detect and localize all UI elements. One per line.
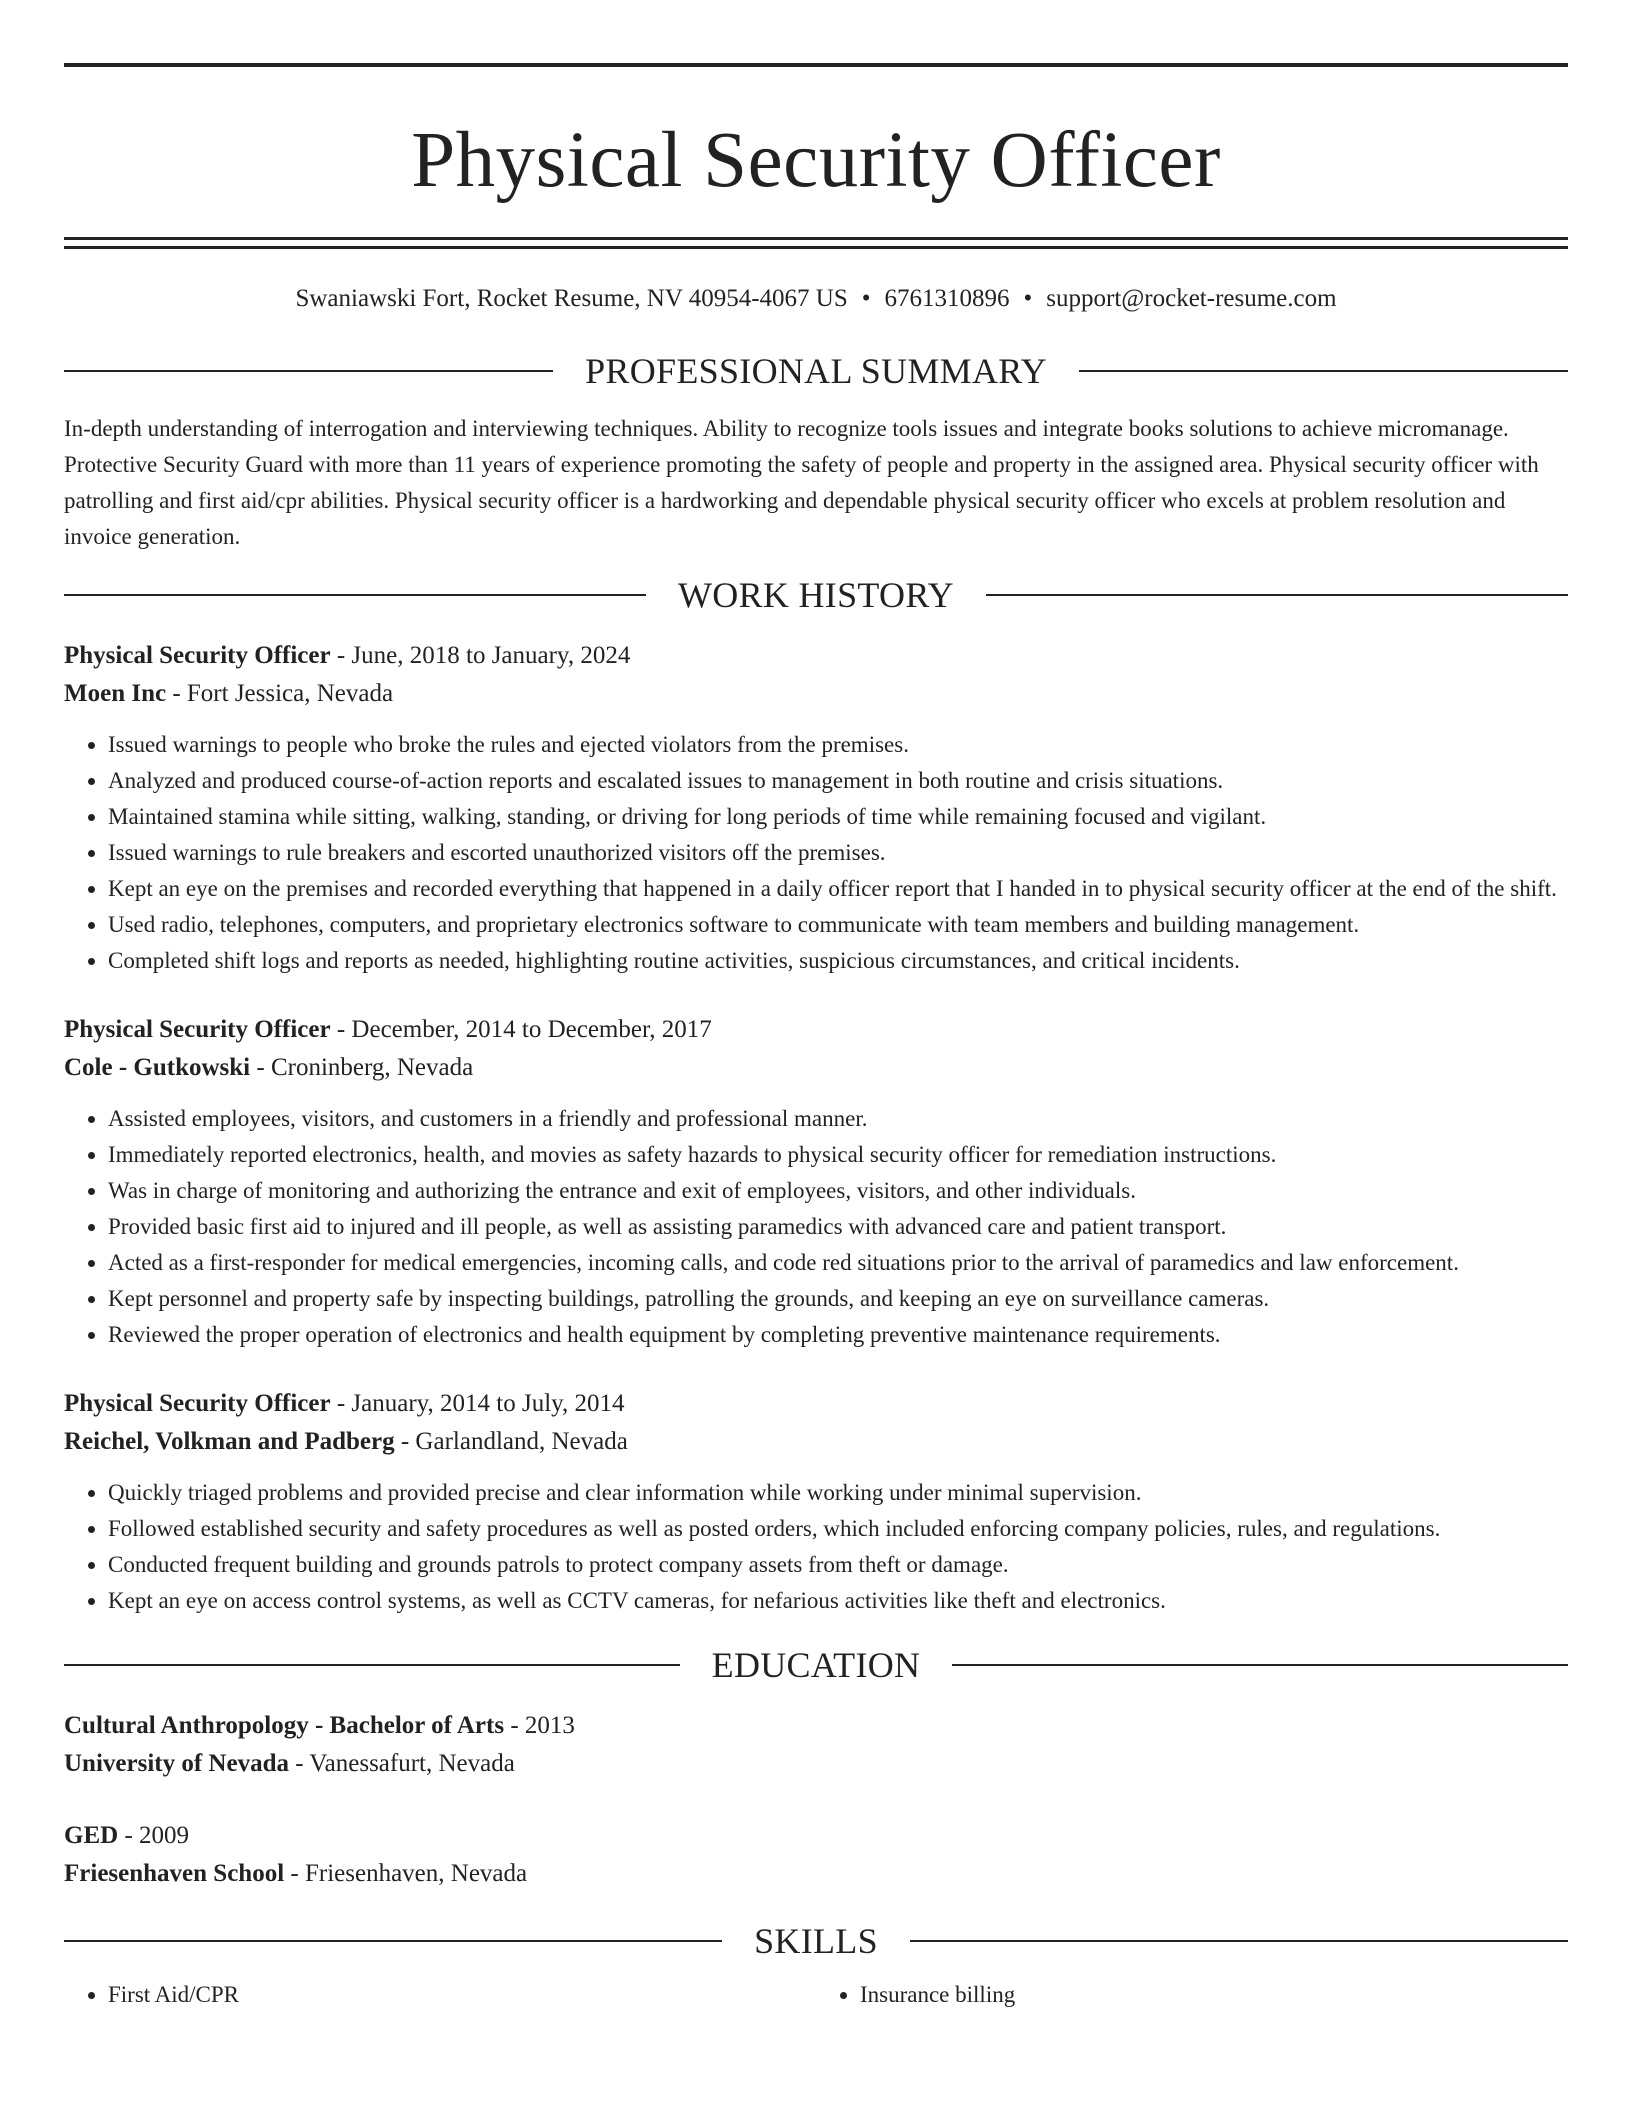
education-entry <box>64 1817 1568 1893</box>
education-school: Friesenhaven School <box>64 1860 285 1887</box>
job-bullet-item: • Provided basic first aid to injured and ill people, as well as assisting paramedics with advanced care and patient transport. <box>108 1209 1568 1245</box>
job-company-line <box>64 675 1568 713</box>
job-dates: - December, 2014 to December, 2017 <box>330 1016 712 1043</box>
education-school-line <box>64 1745 1568 1783</box>
job-title-line <box>64 1011 1568 1049</box>
job-bullet-item: • Issued warnings to people who broke the rules and ejected violators from the premises. <box>108 727 1568 763</box>
education-year: - 2013 <box>504 1712 575 1739</box>
education-list <box>64 1707 1568 1893</box>
job-entry <box>64 1385 1568 1619</box>
name-double-divider <box>64 237 1568 249</box>
education-year: - 2009 <box>118 1822 190 1849</box>
section-title: EDUCATION <box>711 1645 921 1685</box>
job-entry <box>64 1011 1568 1353</box>
section-header-work <box>64 573 1568 617</box>
section-rule <box>910 1940 1568 1942</box>
section-rule <box>64 1940 722 1942</box>
section-title: SKILLS <box>754 1921 878 1961</box>
job-bullets <box>64 1101 1568 1353</box>
job-bullet-item: • Conducted frequent building and grounds patrols to protect company assets from theft or damage. <box>108 1547 1568 1583</box>
job-dates: - June, 2018 to January, 2024 <box>330 642 631 669</box>
job-bullet-item: • Kept an eye on access control systems, as well as CCTV cameras, for nefarious activities like theft and electronics. <box>108 1583 1568 1619</box>
resume-page <box>64 0 1568 2013</box>
skills-column-right <box>816 1977 1568 2013</box>
section-rule <box>64 1664 680 1666</box>
job-title: Physical Security Officer <box>64 1016 331 1043</box>
job-bullet-item: • Maintained stamina while sitting, walking, standing, or driving for long periods of time while remaining focused and vigilant. <box>108 799 1568 835</box>
job-bullets <box>64 1475 1568 1619</box>
job-company: Moen Inc <box>64 680 167 707</box>
job-bullet-item: • Immediately reported electronics, health, and movies as safety hazards to physical security officer for remediation instructions. <box>108 1137 1568 1173</box>
contact-line <box>64 283 1568 315</box>
job-bullets <box>64 727 1568 979</box>
section-header-summary <box>64 349 1568 393</box>
job-title-line <box>64 1385 1568 1423</box>
job-bullet-item: • Reviewed the proper operation of electronics and health equipment by completing preventive maintenance requirements. <box>108 1317 1568 1353</box>
job-company-line <box>64 1423 1568 1461</box>
contact-email[interactable]: support@rocket-resume.com <box>1046 285 1337 312</box>
contact-phone: 6761310896 <box>884 285 1010 312</box>
section-rule <box>952 1664 1568 1666</box>
education-location: - Vanessafurt, Nevada <box>288 1750 515 1777</box>
job-dates: - January, 2014 to July, 2014 <box>330 1390 625 1417</box>
skills-column-left <box>64 1977 816 2013</box>
skills-grid <box>64 1977 1568 2013</box>
summary-text: In-depth understanding of interrogation and interviewing techniques. Ability to recognize tools issues and integrate books solutions to achieve micromanage. Protective Security Guard with more than 11 years of experience promoting the safety of people and property in the assigned area. Physical security officer with patrolling and first aid/cpr abilities. Physical security officer is a hardworking and dependable physical security officer who excels at problem resolution and invoice generation. <box>64 416 1539 549</box>
education-degree-line <box>64 1817 1568 1855</box>
job-bullet-item: • Kept personnel and property safe by inspecting buildings, patrolling the grounds, and keeping an eye on surveillance cameras. <box>108 1281 1568 1317</box>
section-rule <box>64 594 646 596</box>
job-location: - Croninberg, Nevada <box>250 1054 474 1081</box>
job-bullet-item: • Issued warnings to rule breakers and escorted unauthorized visitors off the premises. <box>108 835 1568 871</box>
job-title-line <box>64 637 1568 675</box>
job-bullet-item: • Followed established security and safety procedures as well as posted orders, which included enforcing company policies, rules, and regulations. <box>108 1511 1568 1547</box>
section-rule <box>64 370 553 372</box>
job-entry <box>64 637 1568 979</box>
section-header-education <box>64 1643 1568 1687</box>
section-title: WORK HISTORY <box>678 575 954 615</box>
education-degree: GED <box>64 1822 119 1849</box>
job-bullet-item: • Used radio, telephones, computers, and proprietary electronics software to communicate with team members and building management. <box>108 907 1568 943</box>
education-school-line <box>64 1855 1568 1893</box>
education-degree-line <box>64 1707 1568 1745</box>
section-title: PROFESSIONAL SUMMARY <box>585 351 1047 391</box>
job-bullet-item: • Assisted employees, visitors, and customers in a friendly and professional manner. <box>108 1101 1568 1137</box>
job-bullet-item: • Completed shift logs and reports as needed, highlighting routine activities, suspicious circumstances, and critical incidents. <box>108 943 1568 979</box>
job-bullet-item: • Acted as a first-responder for medical emergencies, incoming calls, and code red situations prior to the arrival of paramedics and law enforcement. <box>108 1245 1568 1281</box>
job-company-line <box>64 1049 1568 1087</box>
job-bullet-item: • Quickly triaged problems and provided precise and clear information while working under minimal supervision. <box>108 1475 1568 1511</box>
job-company: Cole - Gutkowski <box>64 1054 251 1081</box>
contact-separator: • <box>861 285 871 312</box>
resume-name: Physical Security Officer <box>411 117 1221 204</box>
section-header-skills <box>64 1919 1568 1963</box>
job-company: Reichel, Volkman and Padberg <box>64 1428 395 1455</box>
skill-item: • First Aid/CPR <box>108 1977 816 2013</box>
job-title: Physical Security Officer <box>64 642 331 669</box>
top-divider <box>64 63 1568 67</box>
job-bullet-item: • Was in charge of monitoring and authorizing the entrance and exit of employees, visitors, and other individuals. <box>108 1173 1568 1209</box>
education-degree: Cultural Anthropology - Bachelor of Arts <box>64 1712 505 1739</box>
contact-separator: • <box>1023 285 1033 312</box>
skill-item: • Insurance billing <box>860 1977 1568 2013</box>
section-rule <box>986 594 1568 596</box>
section-rule <box>1079 370 1568 372</box>
education-school: University of Nevada <box>64 1750 289 1777</box>
education-location: - Friesenhaven, Nevada <box>284 1860 528 1887</box>
job-title: Physical Security Officer <box>64 1390 331 1417</box>
work-history-list <box>64 637 1568 1619</box>
job-location: - Garlandland, Nevada <box>394 1428 628 1455</box>
job-location: - Fort Jessica, Nevada <box>166 680 394 707</box>
education-entry <box>64 1707 1568 1783</box>
job-bullet-item: • Kept an eye on the premises and recorded everything that happened in a daily officer report that I handed in to physical security officer at the end of the shift. <box>108 871 1568 907</box>
contact-address: Swaniawski Fort, Rocket Resume, NV 40954-4067 US <box>295 285 848 312</box>
job-bullet-item: • Analyzed and produced course-of-action reports and escalated issues to management in both routine and crisis situations. <box>108 763 1568 799</box>
